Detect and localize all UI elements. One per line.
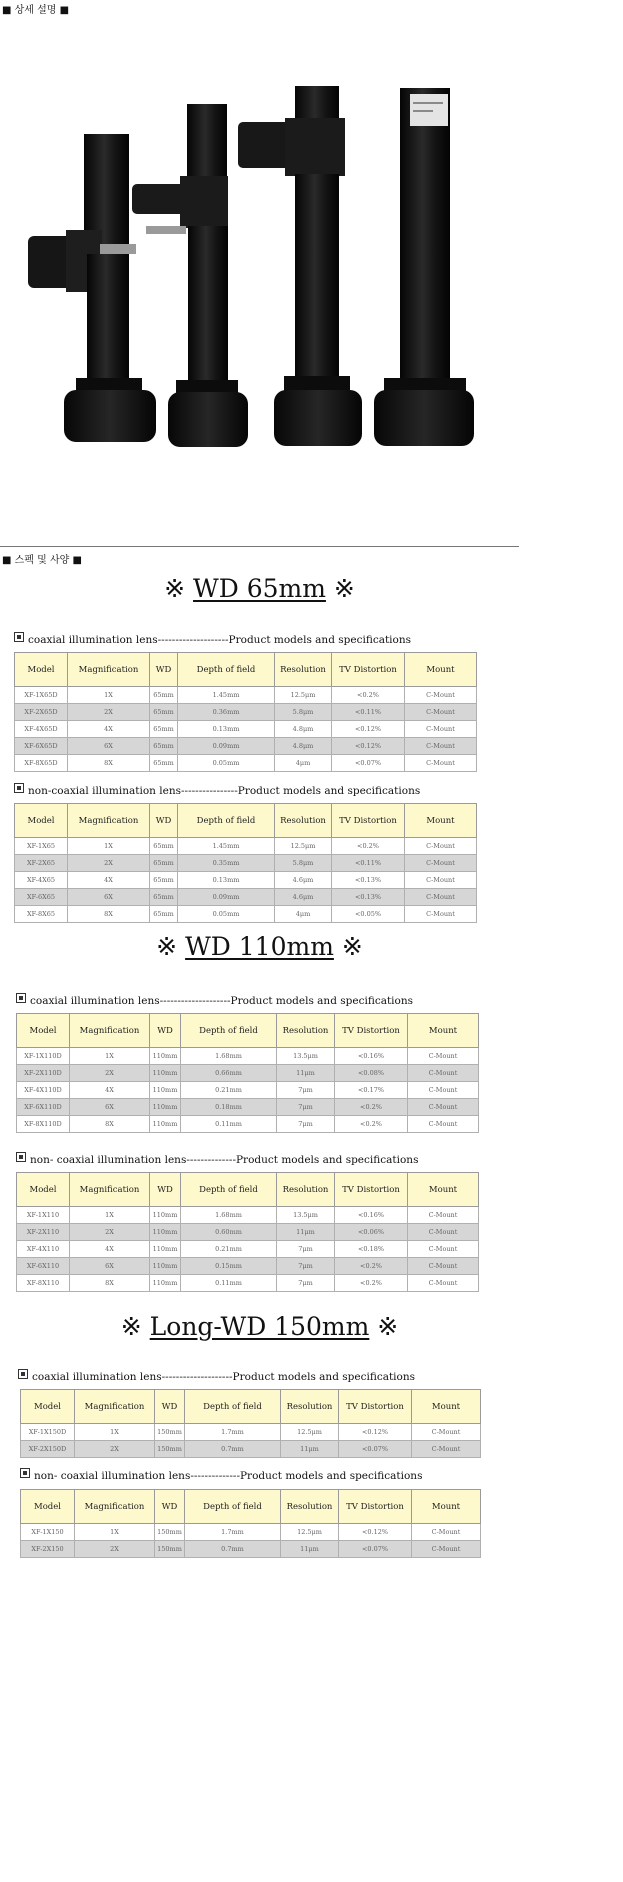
table-row: [15, 755, 477, 772]
table-row: [15, 721, 477, 738]
wd-65-title: ※ WD 65mm ※: [164, 574, 355, 603]
col-resolution: Resolution: [275, 804, 332, 838]
wd150-noncoaxial-subtitle: non- coaxial illumination lens--------------Product models and specifications: [20, 1468, 422, 1482]
cell: XF-8X65D: [15, 755, 68, 772]
col-wd: WD: [155, 1490, 185, 1524]
table-row: [15, 872, 477, 889]
wd65-coaxial-subtitle: coaxial illumination lens--------------------Product models and specifications: [14, 632, 411, 646]
table-header-row: [21, 1390, 481, 1424]
cell: 4.6μm: [275, 872, 332, 889]
cell: XF-6X110D: [17, 1099, 70, 1116]
cell: XF-2X110D: [17, 1065, 70, 1082]
cell: C-Mount: [408, 1099, 479, 1116]
cell: 1.68mm: [181, 1048, 277, 1065]
col-tv-distortion: TV Distortion: [332, 804, 405, 838]
cell: 4X: [68, 872, 150, 889]
cell: C-Mount: [408, 1082, 479, 1099]
cell: <0.07%: [339, 1541, 412, 1558]
cell: C-Mount: [405, 755, 477, 772]
col-mount: Mount: [412, 1390, 481, 1424]
cell: XF-8X110D: [17, 1116, 70, 1133]
table-header-row: [15, 804, 477, 838]
col-resolution: Resolution: [281, 1490, 339, 1524]
col-magnification: Magnification: [68, 653, 150, 687]
cell: C-Mount: [405, 704, 477, 721]
table-row: [17, 1065, 479, 1082]
cell: 7μm: [277, 1116, 335, 1133]
cell: C-Mount: [408, 1275, 479, 1292]
cell: 0.13mm: [178, 721, 275, 738]
cell: C-Mount: [405, 872, 477, 889]
col-wd: WD: [150, 653, 178, 687]
cell: 4X: [68, 721, 150, 738]
cell: 4X: [70, 1241, 150, 1258]
cell: 0.05mm: [178, 906, 275, 923]
table-header-row: [15, 653, 477, 687]
cell: C-Mount: [408, 1116, 479, 1133]
cell: 4μm: [275, 906, 332, 923]
col-magnification: Magnification: [70, 1173, 150, 1207]
cell: C-Mount: [412, 1424, 481, 1441]
cell: XF-1X65: [15, 838, 68, 855]
cell: <0.07%: [332, 755, 405, 772]
col-depth-of-field: Depth of field: [178, 804, 275, 838]
lens-1x-image: [28, 134, 156, 442]
cell: C-Mount: [405, 721, 477, 738]
wd110-coaxial-subtitle: coaxial illumination lens--------------------Product models and specifications: [16, 993, 413, 1007]
wd65-noncoaxial-subtitle: non-coaxial illumination lens----------------Product models and specifications: [14, 783, 420, 797]
cell: 7μm: [277, 1258, 335, 1275]
col-wd: WD: [150, 1014, 181, 1048]
cell: XF-4X65D: [15, 721, 68, 738]
cell: 13.5μm: [277, 1207, 335, 1224]
cell: 2X: [75, 1441, 155, 1458]
cell: 11μm: [277, 1065, 335, 1082]
product-photo: [0, 58, 519, 528]
cell: <0.2%: [335, 1275, 408, 1292]
col-magnification: Magnification: [75, 1490, 155, 1524]
col-tv-distortion: TV Distortion: [335, 1173, 408, 1207]
cell: 0.7mm: [185, 1441, 281, 1458]
cell: <0.18%: [335, 1241, 408, 1258]
table-row: [17, 1241, 479, 1258]
cell: 6X: [68, 738, 150, 755]
col-wd: WD: [150, 804, 178, 838]
col-model: Model: [17, 1173, 70, 1207]
col-depth-of-field: Depth of field: [178, 653, 275, 687]
cell: 150mm: [155, 1441, 185, 1458]
cell: <0.16%: [335, 1207, 408, 1224]
cell: 0.18mm: [181, 1099, 277, 1116]
col-mount: Mount: [412, 1490, 481, 1524]
table-row: [17, 1099, 479, 1116]
col-model: Model: [15, 804, 68, 838]
table-row: [17, 1224, 479, 1241]
cell: 12.5μm: [275, 838, 332, 855]
cell: 1X: [75, 1424, 155, 1441]
square-bullet-icon: [16, 1152, 26, 1162]
cell: C-Mount: [408, 1207, 479, 1224]
cell: XF-6X65: [15, 889, 68, 906]
cell: 110mm: [150, 1048, 181, 1065]
cell: XF-4X110: [17, 1241, 70, 1258]
cell: XF-1X150: [21, 1524, 75, 1541]
table-row: [15, 906, 477, 923]
cell: <0.2%: [335, 1099, 408, 1116]
table-row: [21, 1524, 481, 1541]
cell: C-Mount: [405, 838, 477, 855]
wd150-coaxial-subtitle: coaxial illumination lens--------------------Product models and specifications: [18, 1369, 415, 1383]
cell: 110mm: [150, 1241, 181, 1258]
cell: C-Mount: [405, 906, 477, 923]
cell: 4.8μm: [275, 738, 332, 755]
col-model: Model: [17, 1014, 70, 1048]
cell: 12.5μm: [275, 687, 332, 704]
cell: 1X: [68, 838, 150, 855]
table-row: [15, 704, 477, 721]
cell: <0.2%: [335, 1258, 408, 1275]
table-row: [15, 889, 477, 906]
cell: <0.13%: [332, 872, 405, 889]
cell: XF-2X150D: [21, 1441, 75, 1458]
cell: 0.11mm: [181, 1275, 277, 1292]
cell: 110mm: [150, 1207, 181, 1224]
cell: 0.15mm: [181, 1258, 277, 1275]
spec-section-header: ■ 스펙 및 사양 ■: [2, 555, 82, 566]
table-row: [17, 1048, 479, 1065]
cell: 4μm: [275, 755, 332, 772]
square-bullet-icon: [14, 632, 24, 642]
cell: 65mm: [150, 855, 178, 872]
cell: XF-2X65: [15, 855, 68, 872]
cell: C-Mount: [412, 1441, 481, 1458]
square-bullet-icon: [14, 783, 24, 793]
cell: 110mm: [150, 1082, 181, 1099]
detail-section-header: ■ 상세 설명 ■: [2, 5, 70, 16]
cell: 1X: [70, 1207, 150, 1224]
cell: 8X: [68, 755, 150, 772]
col-magnification: Magnification: [70, 1014, 150, 1048]
cell: 110mm: [150, 1258, 181, 1275]
cell: 110mm: [150, 1275, 181, 1292]
cell: <0.13%: [332, 889, 405, 906]
wd65-noncoaxial-table: [14, 803, 477, 923]
cell: 110mm: [150, 1224, 181, 1241]
col-mount: Mount: [408, 1014, 479, 1048]
cell: 110mm: [150, 1099, 181, 1116]
col-model: Model: [15, 653, 68, 687]
cell: 8X: [70, 1116, 150, 1133]
table-row: [15, 687, 477, 704]
cell: <0.12%: [332, 738, 405, 755]
lens-4x-image: [238, 86, 362, 446]
cell: <0.11%: [332, 855, 405, 872]
cell: 1.68mm: [181, 1207, 277, 1224]
cell: 150mm: [155, 1541, 185, 1558]
cell: 0.09mm: [178, 889, 275, 906]
col-tv-distortion: TV Distortion: [339, 1390, 412, 1424]
col-wd: WD: [155, 1390, 185, 1424]
col-resolution: Resolution: [281, 1390, 339, 1424]
cell: 4X: [70, 1082, 150, 1099]
cell: 1X: [68, 687, 150, 704]
col-depth-of-field: Depth of field: [185, 1490, 281, 1524]
cell: <0.2%: [335, 1116, 408, 1133]
table-row: [21, 1541, 481, 1558]
table-row: [17, 1116, 479, 1133]
col-resolution: Resolution: [277, 1014, 335, 1048]
cell: XF-6X65D: [15, 738, 68, 755]
cell: 8X: [70, 1275, 150, 1292]
cell: 11μm: [281, 1441, 339, 1458]
cell: 12.5μm: [281, 1524, 339, 1541]
table-row: [17, 1207, 479, 1224]
cell: 13.5μm: [277, 1048, 335, 1065]
col-mount: Mount: [405, 653, 477, 687]
square-bullet-icon: [20, 1468, 30, 1478]
cell: 110mm: [150, 1065, 181, 1082]
table-row: [15, 738, 477, 755]
cell: <0.08%: [335, 1065, 408, 1082]
table-row: [15, 838, 477, 855]
cell: C-Mount: [405, 889, 477, 906]
col-magnification: Magnification: [68, 804, 150, 838]
wd110-noncoaxial-table: [16, 1172, 479, 1292]
cell: 12.5μm: [281, 1424, 339, 1441]
col-model: Model: [21, 1390, 75, 1424]
cell: 65mm: [150, 906, 178, 923]
wd110-noncoaxial-subtitle: non- coaxial illumination lens--------------Product models and specifications: [16, 1152, 418, 1166]
cell: 65mm: [150, 838, 178, 855]
cell: C-Mount: [408, 1048, 479, 1065]
cell: 5.8μm: [275, 855, 332, 872]
cell: 7μm: [277, 1099, 335, 1116]
cell: 4.8μm: [275, 721, 332, 738]
cell: 0.21mm: [181, 1241, 277, 1258]
cell: XF-2X110: [17, 1224, 70, 1241]
wd65-coaxial-table: [14, 652, 477, 772]
wd110-coaxial-table: [16, 1013, 479, 1133]
cell: 2X: [68, 855, 150, 872]
cell: C-Mount: [412, 1541, 481, 1558]
cell: C-Mount: [412, 1524, 481, 1541]
cell: XF-8X65: [15, 906, 68, 923]
cell: <0.17%: [335, 1082, 408, 1099]
square-bullet-icon: [16, 993, 26, 1003]
cell: 7μm: [277, 1241, 335, 1258]
cell: XF-8X110: [17, 1275, 70, 1292]
cell: 0.7mm: [185, 1541, 281, 1558]
cell: 11μm: [277, 1224, 335, 1241]
cell: 4.6μm: [275, 889, 332, 906]
cell: 0.60mm: [181, 1224, 277, 1241]
table-header-row: [17, 1173, 479, 1207]
cell: 7μm: [277, 1275, 335, 1292]
wd150-coaxial-table: [20, 1389, 481, 1458]
cell: 0.09mm: [178, 738, 275, 755]
cell: C-Mount: [405, 687, 477, 704]
wd-150-title: ※ Long-WD 150mm ※: [120, 1312, 399, 1341]
cell: 1X: [75, 1524, 155, 1541]
cell: 8X: [68, 906, 150, 923]
table-header-row: [17, 1014, 479, 1048]
table-row: [17, 1082, 479, 1099]
cell: <0.06%: [335, 1224, 408, 1241]
cell: C-Mount: [408, 1065, 479, 1082]
cell: XF-2X65D: [15, 704, 68, 721]
table-row: [15, 855, 477, 872]
cell: XF-1X150D: [21, 1424, 75, 1441]
col-magnification: Magnification: [75, 1390, 155, 1424]
table-row: [17, 1275, 479, 1292]
col-tv-distortion: TV Distortion: [339, 1490, 412, 1524]
col-mount: Mount: [408, 1173, 479, 1207]
cell: 1.7mm: [185, 1424, 281, 1441]
cell: C-Mount: [408, 1224, 479, 1241]
cell: 65mm: [150, 704, 178, 721]
cell: XF-1X65D: [15, 687, 68, 704]
cell: 150mm: [155, 1424, 185, 1441]
square-bullet-icon: [18, 1369, 28, 1379]
cell: 150mm: [155, 1524, 185, 1541]
cell: C-Mount: [405, 738, 477, 755]
cell: 1.7mm: [185, 1524, 281, 1541]
cell: 2X: [68, 704, 150, 721]
cell: XF-1X110: [17, 1207, 70, 1224]
cell: 0.13mm: [178, 872, 275, 889]
cell: XF-4X65: [15, 872, 68, 889]
cell: <0.05%: [332, 906, 405, 923]
cell: 6X: [70, 1258, 150, 1275]
cell: XF-2X150: [21, 1541, 75, 1558]
cell: XF-1X110D: [17, 1048, 70, 1065]
col-resolution: Resolution: [275, 653, 332, 687]
cell: 1X: [70, 1048, 150, 1065]
cell: 6X: [70, 1099, 150, 1116]
col-resolution: Resolution: [277, 1173, 335, 1207]
cell: 2X: [70, 1065, 150, 1082]
cell: 1.45mm: [178, 838, 275, 855]
col-mount: Mount: [405, 804, 477, 838]
cell: 110mm: [150, 1116, 181, 1133]
wd-110-title: ※ WD 110mm ※: [156, 932, 363, 961]
col-depth-of-field: Depth of field: [185, 1390, 281, 1424]
table-row: [21, 1441, 481, 1458]
cell: 6X: [68, 889, 150, 906]
cell: 0.21mm: [181, 1082, 277, 1099]
cell: <0.12%: [339, 1524, 412, 1541]
cell: 11μm: [281, 1541, 339, 1558]
cell: 65mm: [150, 755, 178, 772]
col-wd: WD: [150, 1173, 181, 1207]
cell: <0.12%: [339, 1424, 412, 1441]
cell: C-Mount: [408, 1241, 479, 1258]
cell: 65mm: [150, 687, 178, 704]
col-model: Model: [21, 1490, 75, 1524]
cell: 0.36mm: [178, 704, 275, 721]
cell: XF-4X110D: [17, 1082, 70, 1099]
cell: 65mm: [150, 889, 178, 906]
cell: 0.66mm: [181, 1065, 277, 1082]
cell: <0.12%: [332, 721, 405, 738]
cell: 0.05mm: [178, 755, 275, 772]
cell: 1.45mm: [178, 687, 275, 704]
col-depth-of-field: Depth of field: [181, 1173, 277, 1207]
cell: 0.11mm: [181, 1116, 277, 1133]
cell: 7μm: [277, 1082, 335, 1099]
cell: 65mm: [150, 872, 178, 889]
cell: <0.07%: [339, 1441, 412, 1458]
table-header-row: [21, 1490, 481, 1524]
cell: XF-6X110: [17, 1258, 70, 1275]
col-tv-distortion: TV Distortion: [335, 1014, 408, 1048]
cell: <0.11%: [332, 704, 405, 721]
table-row: [17, 1258, 479, 1275]
section-divider: [0, 546, 519, 547]
col-tv-distortion: TV Distortion: [332, 653, 405, 687]
lens-6x-image: [374, 88, 474, 446]
cell: <0.16%: [335, 1048, 408, 1065]
cell: 65mm: [150, 738, 178, 755]
cell: 5.8μm: [275, 704, 332, 721]
cell: <0.2%: [332, 687, 405, 704]
table-row: [21, 1424, 481, 1441]
cell: 2X: [70, 1224, 150, 1241]
cell: 2X: [75, 1541, 155, 1558]
wd150-noncoaxial-table: [20, 1489, 481, 1558]
cell: C-Mount: [408, 1258, 479, 1275]
cell: 0.35mm: [178, 855, 275, 872]
cell: <0.2%: [332, 838, 405, 855]
cell: 65mm: [150, 721, 178, 738]
cell: C-Mount: [405, 855, 477, 872]
col-depth-of-field: Depth of field: [181, 1014, 277, 1048]
